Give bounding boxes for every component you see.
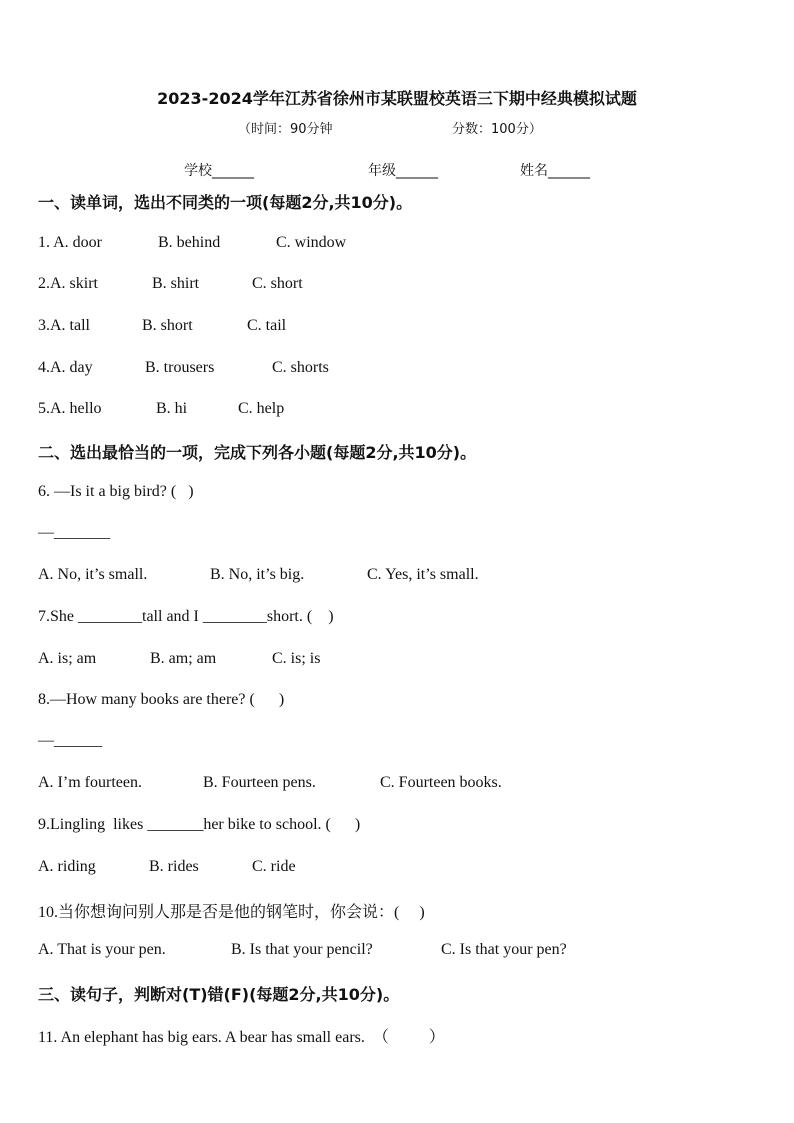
q8-option-a: A. I’m fourteen. [38,774,142,791]
q1-option-a: 1. A. door [38,234,102,251]
q7-option-c: C. is; is [272,650,321,667]
section-3-heading: 三、读句子，判断对(T)错(F)(每题2分,共10分)。 [38,985,400,1004]
q6-option-c: C. Yes, it’s small. [367,566,479,583]
q9-option-c: C. ride [252,858,296,875]
q8-answer-blank: —______ [38,732,102,749]
q10-option-c: C. Is that your pen? [441,941,567,958]
q2-option-b: B. shirt [152,275,200,292]
grade-field: 年级______ [368,163,438,179]
page-title: 2023-2024学年江苏省徐州市某联盟校英语三下期中经典模拟试题 [157,89,637,108]
q5-option-a: 5.A. hello [38,400,102,417]
school-field: 学校______ [184,163,254,179]
q3-option-c: C. tail [247,317,287,334]
q11-stem: 11. An elephant has big ears. A bear has small ears. （ ） [38,1029,445,1046]
q9-option-b: B. rides [149,858,199,875]
q8-option-c: C. Fourteen books. [380,774,502,791]
q10-option-b: B. Is that your pencil? [231,941,373,958]
q5-option-c: C. help [238,400,285,417]
q9-stem: 9.Lingling likes _______her bike to school. ( ) [38,816,361,833]
q1-option-c: C. window [276,234,347,251]
section-1-heading: 一、读单词，选出不同类的一项(每题2分,共10分)。 [38,193,413,212]
q6-answer-blank: —_______ [38,524,110,541]
q10-option-a: A. That is your pen. [38,941,166,958]
q3-option-b: B. short [142,317,193,334]
exam-score: 分数：100分） [452,122,542,137]
name-field: 姓名______ [520,163,590,179]
q8-stem: 8.—How many books are there? ( ) [38,691,285,708]
q2-option-a: 2.A. skirt [38,275,98,292]
q4-option-a: 4.A. day [38,359,93,376]
q7-option-a: A. is; am [38,650,97,667]
section-2-heading: 二、选出最恰当的一项，完成下列各小题(每题2分,共10分)。 [38,443,477,462]
q4-option-c: C. shorts [272,359,329,376]
exam-time: （时间：90分钟 [238,122,333,137]
q3-option-a: 3.A. tall [38,317,90,334]
q6-option-b: B. No, it’s big. [210,566,305,583]
q4-option-b: B. trousers [145,359,215,376]
q6-stem: 6. —Is it a big bird? ( ) [38,483,194,500]
q7-option-b: B. am; am [150,650,217,667]
q9-option-a: A. riding [38,858,96,875]
q7-stem: 7.She ________tall and I ________short. ( ) [38,608,334,625]
q10-stem: 10.当你想询问别人那是否是他的钢笔时，你会说：( ) [38,904,425,921]
q6-option-a: A. No, it’s small. [38,566,148,583]
q2-option-c: C. short [252,275,303,292]
q8-option-b: B. Fourteen pens. [203,774,316,791]
q1-option-b: B. behind [158,234,221,251]
q5-option-b: B. hi [156,400,188,417]
